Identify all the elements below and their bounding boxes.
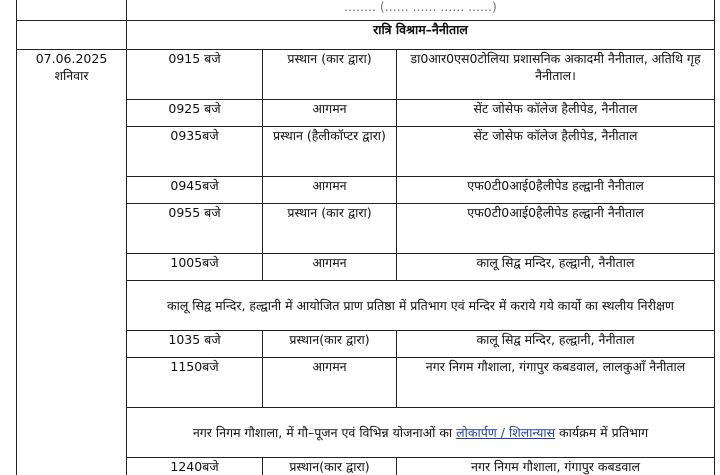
mode-cell: आगमन (263, 100, 397, 127)
place-cell: कालू सिद्व मन्दिर, हल्द्वानी, नैनीताल (397, 331, 715, 358)
mode-cell: प्रस्थान (कार द्वारा) (263, 50, 397, 100)
place-cell: एफ0टी0आई0हैलीपेड हल्द्वानी नैनीताल (397, 177, 715, 204)
mode-cell: आगमन (263, 177, 397, 204)
event-note: कालू सिद्व मन्दिर, हल्द्वानी में आयोजित प्राण प्रतिष्ठा में प्रतिभाग एवं मन्दिर में कराये गये कार्यो का स्थलीय निरीक्षण (127, 281, 715, 331)
inauguration-link[interactable]: लोकार्पण / शिलान्यास (456, 425, 556, 440)
time-cell: 0925 बजे (127, 100, 263, 127)
time-cell: 1005बजे (127, 254, 263, 281)
night-stay-label: रात्रि विश्राम–नैनीताल (127, 21, 715, 50)
event-note-2 (127, 408, 715, 458)
time-cell: 0915 बजे (127, 50, 263, 100)
time-cell: 0935बजे (127, 127, 263, 177)
mode-cell: प्रस्थान (कार द्वारा) (263, 204, 397, 254)
time-cell: 0945बजे (127, 177, 263, 204)
time-cell: 1240बजे (127, 458, 263, 475)
place-cell: नगर निगम गौशाला, गंगापुर कबडवाल, लालकुआँ नैनीताल (397, 358, 715, 408)
time-cell: 0955 बजे (127, 204, 263, 254)
place-cell: कालू सिद्व मन्दिर, हल्द्वानी, नैनीताल (397, 254, 715, 281)
place-cell: नगर निगम गौशाला, गंगापुर कबडवाल (397, 458, 715, 475)
schedule-table (16, 0, 715, 475)
date-cell-prev-2 (17, 21, 127, 50)
time-cell: 1035 बजे (127, 331, 263, 358)
top-fragment-row (17, 0, 715, 21)
date-cell (17, 50, 127, 475)
mode-cell: प्रस्थान(कार द्वारा) (263, 331, 397, 358)
night-stay-row (17, 21, 715, 50)
day-value: शनिवार (54, 68, 89, 83)
mode-cell: प्रस्थान(कार द्वारा) (263, 458, 397, 475)
place-cell: एफ0टी0आई0हैलीपेड हल्द्वानी नैनीताल (397, 204, 715, 254)
mode-cell: प्रस्थान (हैलीकॉप्टर द्वारा) (263, 127, 397, 177)
place-cell: डा0आर0एस0टोलिया प्रशासनिक अकादमी नैनीताल, अतिथि गृह नैनीताल। (397, 50, 715, 100)
place-cell: सेंट जोसेफ कॉलेज हैलीपेड, नैनीताल (397, 100, 715, 127)
time-cell: 1150बजे (127, 358, 263, 408)
top-fragment: ........ (...... ...... ...... ......) (127, 0, 715, 21)
note2-text-after: कार्यक्रम में प्रतिभाग (555, 425, 649, 440)
note2-text-before: नगर निगम गौशाला, में गौ–पूजन एवं विभिन्न योजनाओं का (192, 425, 457, 440)
mode-cell: आगमन (263, 254, 397, 281)
date-value: 07.06.2025 (35, 51, 108, 66)
mode-cell: आगमन (263, 358, 397, 408)
date-cell-prev (17, 0, 127, 21)
table-row (17, 50, 715, 100)
place-cell: सेंट जोसेफ कॉलेज हैलीपेड, नैनीताल (397, 127, 715, 177)
